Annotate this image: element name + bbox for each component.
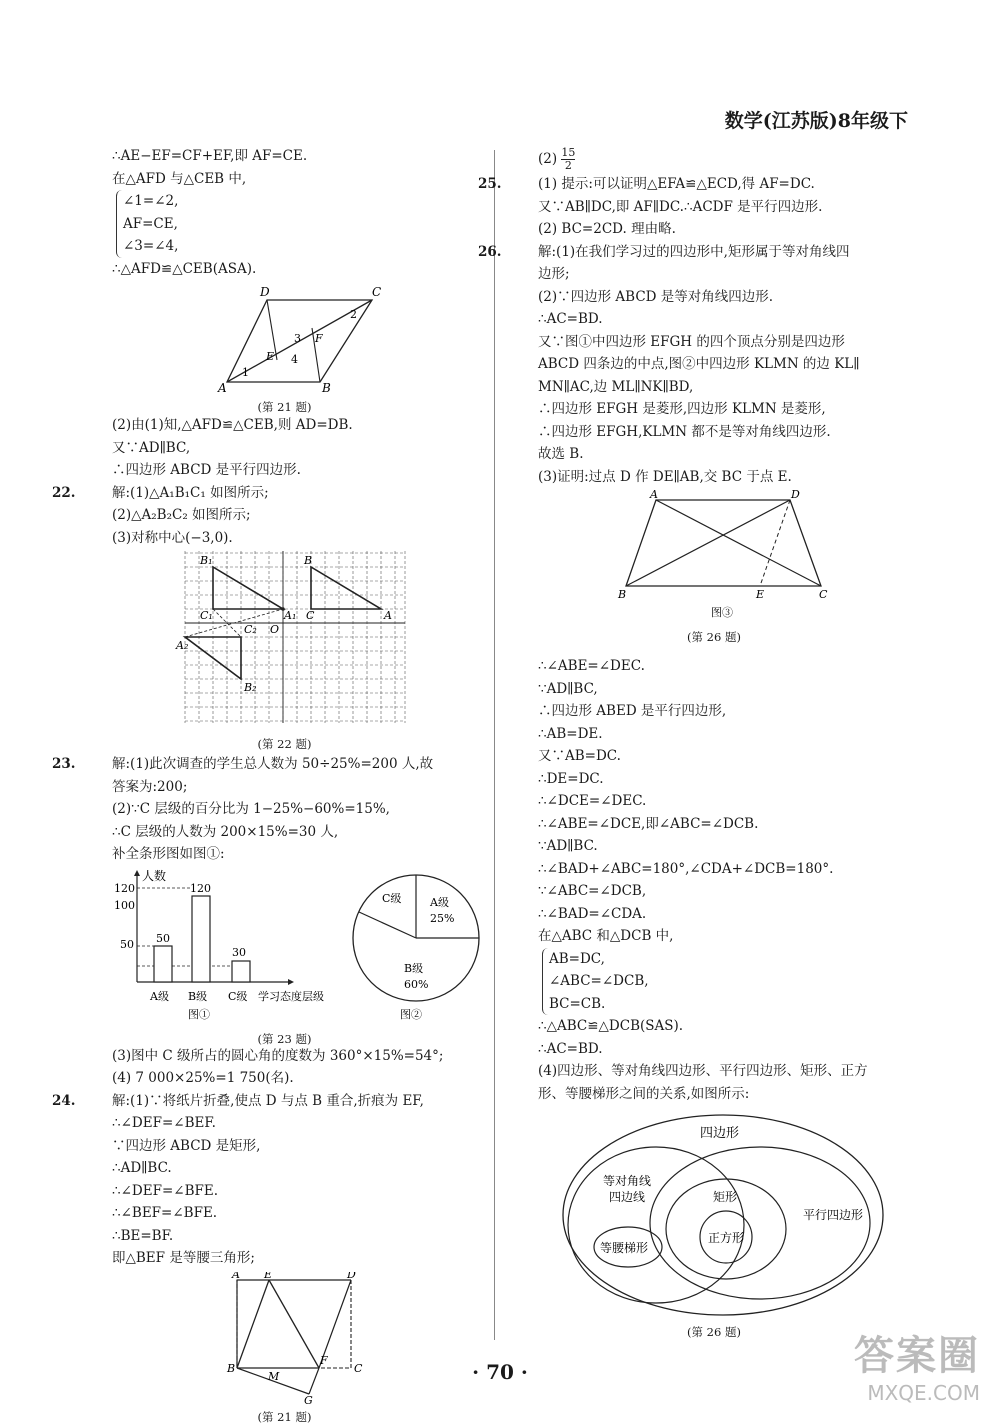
text-line: ∴C 层级的人数为 200×15%=30 人, bbox=[112, 823, 339, 840]
bar-and-pie-charts bbox=[82, 868, 487, 1026]
text-line: 又∵AB∥DC,即 AF∥DC.∴ACDF 是平行四边形. bbox=[538, 198, 823, 215]
venn-para-label: 平行四边形 bbox=[803, 1208, 864, 1222]
question-25 bbox=[478, 173, 920, 196]
label-C: C bbox=[354, 1361, 363, 1375]
text-line: 故选 B. bbox=[538, 446, 584, 462]
bar-ytick-100: 100 bbox=[114, 898, 135, 912]
text-line: (3)图中 C 级所占的圆心角的度数为 360°×15%=54°; bbox=[112, 1047, 444, 1064]
question-number: 26. bbox=[478, 243, 502, 260]
text-line: MN∥AC,边 ML∥NK∥BD, bbox=[538, 378, 694, 395]
text-line: ∴∠DCE=∠DEC. bbox=[538, 793, 647, 809]
fig-label: 图③ bbox=[711, 606, 733, 618]
label-E: E bbox=[756, 588, 765, 601]
page-header: 数学(江苏版)8年级下 bbox=[724, 110, 908, 132]
question-number: 24. bbox=[52, 1092, 76, 1109]
text-line: ∴∠ABE=∠DEC. bbox=[538, 658, 645, 674]
label-C: C bbox=[306, 609, 315, 622]
text-line: ∴四边形 ABCD 是平行四边形. bbox=[112, 462, 301, 478]
bar-c bbox=[232, 961, 250, 982]
text-line: ∵AD∥BC, bbox=[538, 680, 598, 697]
venn-square-label: 正方形 bbox=[708, 1231, 745, 1245]
text-line: ∵四边形 ABCD 是矩形, bbox=[112, 1137, 261, 1154]
label-A: A bbox=[384, 609, 392, 622]
venn-diagram bbox=[508, 1107, 920, 1319]
text-line: ∴AE−EF=CF+EF,即 AF=CE. bbox=[112, 148, 308, 164]
bar-cat-c: C级 bbox=[228, 989, 248, 1003]
text-line: 又∵AD∥BC, bbox=[112, 439, 191, 456]
text-line: ∴△AFD≌△CEB(ASA). bbox=[112, 260, 257, 277]
text-line: ∴∠DEF=∠BFE. bbox=[112, 1182, 219, 1199]
text-line: (2)∵四边形 ABCD 是等对角线四边形. bbox=[538, 288, 774, 305]
venn-eq-label-1: 等对角线 bbox=[603, 1174, 652, 1188]
label-D: D bbox=[347, 1271, 356, 1281]
pie-label-a: A级 bbox=[430, 895, 449, 909]
pie-fig-label: 图② bbox=[400, 1007, 422, 1021]
bar-a bbox=[154, 946, 172, 982]
figure-21b bbox=[82, 1272, 487, 1422]
label-C1: C₁ bbox=[200, 609, 213, 622]
label-D: D bbox=[791, 490, 800, 501]
figure-22 bbox=[82, 551, 487, 751]
bar-value-b: 120 bbox=[190, 881, 211, 895]
text-line: (3)证明:过点 D 作 DE∥AB,交 BC 于点 E. bbox=[538, 468, 792, 485]
label-E: E bbox=[266, 350, 275, 363]
right-column bbox=[478, 145, 920, 1339]
question-24 bbox=[52, 1090, 487, 1113]
figure-26a bbox=[508, 490, 920, 653]
text-line: ∴∠ABE=∠DCE,即∠ABC=∠DCB. bbox=[538, 815, 759, 832]
text: 解:(1)此次调查的学生总人数为 50÷25%=200 人,故 bbox=[112, 756, 434, 772]
bar-cat-b: B级 bbox=[188, 989, 208, 1003]
bar-value-a: 50 bbox=[156, 931, 170, 945]
question-22 bbox=[52, 482, 487, 505]
parallelogram-diagram bbox=[82, 282, 487, 394]
text-line: 边形; bbox=[538, 266, 570, 282]
brace-group bbox=[542, 948, 920, 1016]
pie-label-b: B级 bbox=[404, 961, 424, 975]
question-number: 22. bbox=[52, 484, 76, 501]
text-line: ∴四边形 ABED 是平行四边形, bbox=[538, 703, 727, 719]
text-line: (2) BC=2CD. 理由略. bbox=[538, 221, 676, 237]
text-line: ∴AC=BD. bbox=[538, 311, 603, 327]
left-column bbox=[52, 145, 487, 1424]
bar-ytick-120: 120 bbox=[114, 881, 135, 895]
figure-caption: (第 26 题) bbox=[687, 630, 741, 644]
fraction-line bbox=[508, 145, 920, 173]
bar-xlabel: 学习态度层级 bbox=[258, 989, 324, 1003]
label-A2: A₂ bbox=[176, 639, 189, 652]
figure-26b bbox=[508, 1107, 920, 1337]
text-line: ∴∠BAD+∠ABC=180°,∠CDA+∠DCB=180°. bbox=[538, 860, 834, 877]
bar-cat-a: A级 bbox=[150, 989, 169, 1003]
text-line: (2)△A₂B₂C₂ 如图所示; bbox=[112, 507, 251, 523]
question-number: 25. bbox=[478, 176, 502, 192]
bar-value-c: 30 bbox=[232, 945, 246, 959]
text-line: AF=CE, bbox=[123, 215, 178, 232]
text-line: ∴四边形 EFGH 是菱形,四边形 KLMN 是菱形, bbox=[538, 401, 826, 417]
pie-pct-a: 25% bbox=[430, 911, 455, 925]
bar-ytick-50: 50 bbox=[120, 937, 134, 951]
trapezoid-diagram bbox=[508, 490, 920, 618]
label-F: F bbox=[315, 332, 323, 345]
text-line: 答案为:200; bbox=[112, 778, 188, 795]
fraction bbox=[561, 147, 575, 172]
venn-rect-label: 矩形 bbox=[713, 1190, 738, 1204]
text-line: ∵AD∥BC. bbox=[538, 838, 598, 854]
bar-b bbox=[192, 896, 210, 982]
text-line: ∴AC=BD. bbox=[538, 1040, 603, 1057]
label-D: D bbox=[260, 285, 270, 299]
text-line: ∴DE=DC. bbox=[538, 770, 604, 787]
label-B2: B₂ bbox=[244, 681, 257, 694]
label-F: F bbox=[320, 1353, 328, 1367]
column-divider bbox=[494, 150, 495, 1340]
bar-fig-label: 图① bbox=[188, 1007, 210, 1021]
denominator: 2 bbox=[564, 159, 572, 172]
text-line: 补全条形图如图①: bbox=[112, 846, 225, 862]
label-C2: C₂ bbox=[244, 623, 257, 636]
watermark-logo: 答案圈 bbox=[854, 1333, 980, 1379]
label-E: E bbox=[264, 1271, 273, 1281]
angle-4: 4 bbox=[291, 353, 298, 366]
label-B1: B₁ bbox=[200, 554, 213, 567]
figure-23 bbox=[82, 868, 487, 1046]
label-A1: A₁ bbox=[284, 609, 297, 622]
numerator: 15 bbox=[561, 146, 576, 159]
label-A: A bbox=[218, 381, 227, 394]
venn-eq-label-2: 四边线 bbox=[609, 1190, 646, 1204]
grid-diagram bbox=[82, 551, 487, 731]
label-A: A bbox=[650, 490, 658, 501]
text: (2) bbox=[538, 151, 558, 167]
text-line: (4) 7 000×25%=1 750(名). bbox=[112, 1070, 294, 1086]
label-G: G bbox=[304, 1393, 313, 1404]
label-A: A bbox=[232, 1271, 240, 1281]
bar-ylabel: 人数 bbox=[142, 868, 167, 883]
text-line: 又∵图①中四边形 EFGH 的四个顶点分别是四边形 bbox=[538, 333, 845, 350]
text-line: ∠1=∠2, bbox=[123, 193, 179, 209]
text-line: 在△AFD 与△CEB 中, bbox=[112, 170, 247, 187]
text-line: ∠ABC=∠DCB, bbox=[549, 973, 649, 989]
pie-pct-b: 60% bbox=[404, 977, 429, 991]
page-number: · 70 · bbox=[472, 1360, 528, 1384]
venn-trap-label: 等腰梯形 bbox=[600, 1241, 649, 1255]
label-O: O bbox=[270, 623, 280, 636]
text-line: BC=CB. bbox=[549, 995, 606, 1012]
label-B: B bbox=[304, 554, 313, 567]
text-line: (2)∵C 层级的百分比为 1−25%−60%=15%, bbox=[112, 801, 390, 817]
text-line: ∴AB=DE. bbox=[538, 725, 603, 742]
text: 解:(1)△A₁B₁C₁ 如图所示; bbox=[112, 484, 269, 501]
text-line: ∵∠ABC=∠DCB, bbox=[538, 883, 647, 899]
text-line: ∴△ABC≌△DCB(SAS). bbox=[538, 1018, 684, 1034]
figure-21a bbox=[82, 282, 487, 412]
question-23 bbox=[52, 753, 487, 776]
text-line: 形、等腰梯形之间的关系,如图所示: bbox=[538, 1085, 750, 1102]
figure-caption: (第 21 题) bbox=[257, 400, 312, 414]
text-line: ∴BE=BF. bbox=[112, 1227, 174, 1244]
figure-caption: (第 21 题) bbox=[257, 1409, 312, 1424]
brace-group bbox=[116, 190, 487, 258]
text-line: ∴∠BEF=∠BFE. bbox=[112, 1205, 218, 1221]
text-line: (4)四边形、等对角线四边形、平行四边形、矩形、正方 bbox=[538, 1063, 868, 1079]
angle-1: 1 bbox=[242, 366, 249, 379]
watermark bbox=[854, 1324, 980, 1405]
text-line: ∠3=∠4, bbox=[123, 238, 179, 254]
text-line: ABCD 四条边的中点,图②中四边形 KLMN 的边 KL∥ bbox=[538, 356, 860, 372]
text-line: (3)对称中心(−3,0). bbox=[112, 529, 233, 546]
text-line: ∴四边形 EFGH,KLMN 都不是等对角线四边形. bbox=[538, 423, 831, 440]
text: (1) 提示:可以证明△EFA≌△ECD,得 AF=DC. bbox=[538, 176, 815, 192]
label-C: C bbox=[819, 588, 828, 601]
label-M: M bbox=[268, 1369, 280, 1383]
label-B: B bbox=[227, 1361, 236, 1375]
text-line: (2)由(1)知,△AFD≌△CEB,则 AD=DB. bbox=[112, 417, 353, 433]
text-line: ∴∠DEF=∠BEF. bbox=[112, 1115, 216, 1131]
figure-caption: (第 23 题) bbox=[257, 1031, 312, 1046]
figure-caption: (第 26 题) bbox=[687, 1325, 741, 1339]
text-line: 在△ABC 和△DCB 中, bbox=[538, 928, 674, 944]
text-line: 又∵AB=DC. bbox=[538, 748, 621, 764]
question-26 bbox=[478, 241, 920, 264]
venn-outer-label: 四边形 bbox=[700, 1126, 740, 1141]
text-line: ∴AD∥BC. bbox=[112, 1160, 172, 1176]
text-line: AB=DC, bbox=[549, 950, 605, 967]
pie-label-c: C级 bbox=[382, 891, 402, 905]
text-line: 即△BEF 是等腰三角形; bbox=[112, 1250, 255, 1266]
figure-caption: (第 22 题) bbox=[257, 737, 312, 751]
label-B: B bbox=[618, 588, 627, 601]
text: 解:(1)∵将纸片折叠,使点 D 与点 B 重合,折痕为 EF, bbox=[112, 1092, 424, 1109]
label-B: B bbox=[322, 381, 331, 394]
question-number: 23. bbox=[52, 756, 76, 772]
text: 解:(1)在我们学习过的四边形中,矩形属于等对角线四 bbox=[538, 243, 850, 260]
text-line: ∴∠BAD=∠CDA. bbox=[538, 905, 647, 922]
angle-3: 3 bbox=[294, 332, 301, 345]
label-C: C bbox=[372, 285, 382, 299]
angle-2: 2 bbox=[350, 308, 357, 321]
watermark-url: MXQE.COM bbox=[867, 1381, 980, 1405]
